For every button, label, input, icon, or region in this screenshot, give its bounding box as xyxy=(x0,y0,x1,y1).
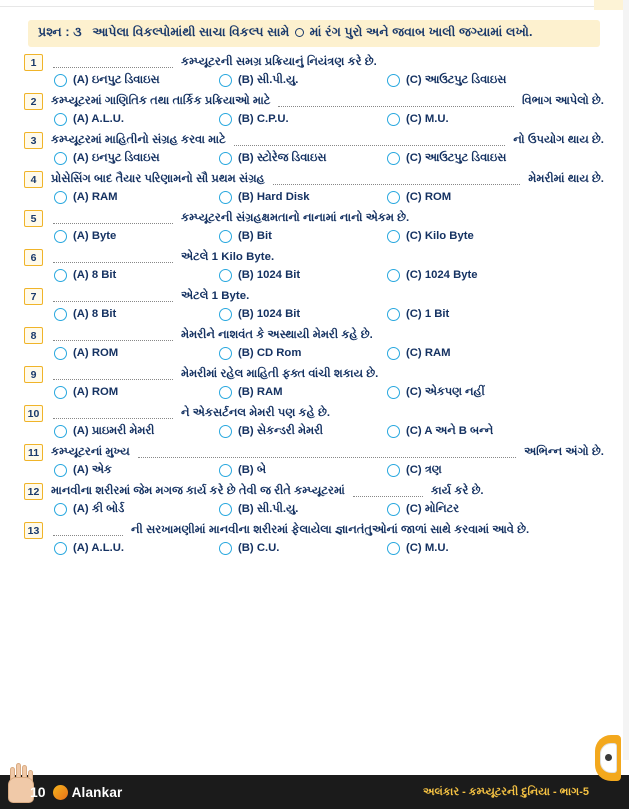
radio-bubble-icon[interactable] xyxy=(54,230,67,243)
option-label: (B) બે xyxy=(238,463,266,476)
option-label: (C) 1024 Byte xyxy=(406,269,478,282)
footer-right-group xyxy=(423,775,589,809)
option-label: (B) 1024 Bit xyxy=(238,269,301,282)
question-item-10 xyxy=(24,404,604,442)
blank-dots[interactable] xyxy=(353,486,423,497)
option-row xyxy=(24,346,604,364)
question-text: કમ્પ્યૂટરની સંગ્રહક્ષમતાનો નાનામાં નાનો એકમ છે. xyxy=(181,212,410,225)
option-label: (A) ઇનપુટ ડિવાઇસ xyxy=(73,151,160,164)
radio-bubble-icon[interactable] xyxy=(387,503,400,516)
question-number: 11 xyxy=(24,444,43,461)
option-a[interactable] xyxy=(54,191,219,204)
question-text: મેમરીને નાશવંત કે અસ્થાયી મેમરી કહે છે. xyxy=(181,329,373,342)
page-right-margin xyxy=(623,0,629,760)
option-b[interactable] xyxy=(219,191,387,204)
option-b[interactable] xyxy=(219,386,387,399)
option-label: (C) આઉટપુટ ડિવાઇસ xyxy=(406,151,507,164)
option-a[interactable] xyxy=(54,347,219,360)
option-label: (A) કી બોર્ડ xyxy=(73,502,125,515)
question-number: 10 xyxy=(24,405,43,422)
question-text: એટલે 1 Kilo Byte. xyxy=(181,251,275,264)
option-c[interactable] xyxy=(387,347,552,360)
option-a[interactable] xyxy=(54,464,219,477)
radio-bubble-icon[interactable] xyxy=(219,503,232,516)
blank-dots[interactable] xyxy=(53,213,173,224)
question-text: મેમરીમાં રહેલ માહિતી ફક્ત વાંચી શકાય છે. xyxy=(181,368,379,381)
option-row xyxy=(24,229,604,247)
question-stem xyxy=(24,287,604,307)
question-stem xyxy=(24,365,604,385)
radio-bubble-icon[interactable] xyxy=(219,191,232,204)
question-stem xyxy=(24,443,604,463)
question-number: 1 xyxy=(24,54,43,71)
option-label: (C) A અને B બન્ને xyxy=(406,424,494,437)
option-c[interactable] xyxy=(387,269,552,282)
question-stem xyxy=(24,170,604,190)
option-a[interactable] xyxy=(54,113,219,126)
blank-dots[interactable] xyxy=(53,330,173,341)
radio-bubble-icon[interactable] xyxy=(219,425,232,438)
blank-dots[interactable] xyxy=(53,369,173,380)
blank-dots[interactable] xyxy=(53,252,173,263)
option-row xyxy=(24,307,604,325)
question-stem xyxy=(24,326,604,346)
option-label: (A) ઇનપુટ ડિવાઇસ xyxy=(73,73,160,86)
option-label: (B) RAM xyxy=(238,386,283,399)
question-number: 8 xyxy=(24,327,43,344)
radio-bubble-icon[interactable] xyxy=(54,308,67,321)
blank-dots[interactable] xyxy=(53,57,173,68)
option-label: (B) સી.પી.યુ. xyxy=(238,73,299,86)
question-text: અભિન્ન અંગો છે. xyxy=(524,446,604,459)
question-number: 4 xyxy=(24,171,43,188)
option-c[interactable] xyxy=(387,308,552,321)
option-label: (B) Bit xyxy=(238,230,272,243)
question-heading-text-after: માં રંગ પુરો અને જવાબ ખાલી જગ્યામાં લખો. xyxy=(309,25,533,39)
option-label: (A) પ્રાઇમરી મેમરી xyxy=(73,424,155,437)
radio-bubble-icon[interactable] xyxy=(387,464,400,477)
radio-bubble-icon[interactable] xyxy=(54,425,67,438)
option-label: (C) ત્રણ xyxy=(406,463,442,476)
option-row xyxy=(24,73,604,91)
option-b[interactable] xyxy=(219,113,387,126)
option-label: (B) 1024 Bit xyxy=(238,308,301,321)
question-list xyxy=(24,53,604,559)
radio-bubble-icon[interactable] xyxy=(219,74,232,87)
question-text: કમ્પ્યૂટરની સમગ્ર પ્રક્રિયાનું નિયંત્રણ કરે છે. xyxy=(181,56,377,69)
question-item-1 xyxy=(24,53,604,91)
option-b[interactable] xyxy=(219,347,387,360)
option-label: (B) સ્ટોરેજ ડિવાઇસ xyxy=(238,151,327,164)
radio-bubble-icon[interactable] xyxy=(219,230,232,243)
option-a[interactable] xyxy=(54,386,219,399)
footer-left-group xyxy=(30,775,123,809)
radio-bubble-icon[interactable] xyxy=(219,113,232,126)
radio-bubble-icon[interactable] xyxy=(219,542,232,555)
question-item-4 xyxy=(24,170,604,208)
question-number: 9 xyxy=(24,366,43,383)
question-lead-text: કમ્પ્યૂટરમાં માહિતીનો સંગ્રહ કરવા માટે xyxy=(51,134,226,147)
question-number: 3 xyxy=(24,132,43,149)
question-item-7 xyxy=(24,287,604,325)
radio-bubble-icon[interactable] xyxy=(387,269,400,282)
option-label: (B) Hard Disk xyxy=(238,191,310,204)
page-footer xyxy=(0,760,629,809)
blank-dots[interactable] xyxy=(138,447,516,458)
question-text: મેમરીમાં થાય છે. xyxy=(528,173,604,186)
option-b[interactable] xyxy=(219,542,387,555)
radio-bubble-icon[interactable] xyxy=(387,113,400,126)
blank-dots[interactable] xyxy=(234,135,506,146)
option-label: (C) આઉટપુટ ડિવાઇસ xyxy=(406,73,507,86)
radio-bubble-icon[interactable] xyxy=(387,191,400,204)
blank-dots[interactable] xyxy=(278,96,513,107)
option-label: (C) RAM xyxy=(406,347,451,360)
option-c[interactable] xyxy=(387,230,552,243)
option-row xyxy=(24,424,604,442)
question-item-6 xyxy=(24,248,604,286)
radio-bubble-icon[interactable] xyxy=(387,347,400,360)
question-heading-prefix: પ્રશ્ન : ૩ xyxy=(38,25,82,39)
option-c[interactable] xyxy=(387,464,552,477)
question-text: ની સરખામણીમાં માનવીના શરીરમાં ફેલાયેલા જ્ઞાનતંતુઓનાં જાળાં સાથે કરવામાં આવે છે. xyxy=(131,524,530,537)
option-b[interactable] xyxy=(219,308,387,321)
question-stem xyxy=(24,404,604,424)
question-number: 5 xyxy=(24,210,43,227)
option-b[interactable] xyxy=(219,152,387,165)
option-label: (A) ROM xyxy=(73,386,119,399)
question-stem xyxy=(24,521,604,541)
option-label: (C) ROM xyxy=(406,191,452,204)
question-lead-text: માનવીના શરીરમાં જેમ મગજ કાર્ય કરે છે તેવી જ રીતે કમ્પ્યૂટરમાં xyxy=(51,485,345,498)
question-text: કાર્ય કરે છે. xyxy=(430,485,484,498)
option-row xyxy=(24,268,604,286)
question-item-12 xyxy=(24,482,604,520)
question-item-3 xyxy=(24,131,604,169)
option-a[interactable] xyxy=(54,308,219,321)
option-b[interactable] xyxy=(219,74,387,87)
blank-dots[interactable] xyxy=(53,408,173,419)
option-a[interactable] xyxy=(54,425,219,438)
option-b[interactable] xyxy=(219,269,387,282)
option-c[interactable] xyxy=(387,503,552,516)
option-c[interactable] xyxy=(387,542,552,555)
radio-bubble-icon[interactable] xyxy=(54,269,67,282)
option-b[interactable] xyxy=(219,425,387,438)
radio-bubble-icon[interactable] xyxy=(219,308,232,321)
question-item-5 xyxy=(24,209,604,247)
radio-bubble-icon[interactable] xyxy=(54,464,67,477)
question-heading xyxy=(28,20,600,47)
corner-dot-icon xyxy=(605,754,612,761)
question-item-9 xyxy=(24,365,604,403)
option-a[interactable] xyxy=(54,74,219,87)
question-item-8 xyxy=(24,326,604,364)
option-label: (C) એકપણ નહીં xyxy=(406,385,485,398)
option-c[interactable] xyxy=(387,152,552,165)
option-a[interactable] xyxy=(54,269,219,282)
radio-bubble-icon[interactable] xyxy=(387,230,400,243)
radio-bubble-icon[interactable] xyxy=(219,464,232,477)
question-text: નો ઉપયોગ થાય છે. xyxy=(513,134,604,147)
radio-bubble-icon[interactable] xyxy=(54,347,67,360)
option-label: (A) ROM xyxy=(73,347,119,360)
question-number: 2 xyxy=(24,93,43,110)
radio-bubble-icon[interactable] xyxy=(54,74,67,87)
option-label: (C) Kilo Byte xyxy=(406,230,474,243)
question-number: 6 xyxy=(24,249,43,266)
question-item-11 xyxy=(24,443,604,481)
blank-dots[interactable] xyxy=(53,291,173,302)
page-number: 10 xyxy=(30,784,46,800)
question-text: એટલે 1 Byte. xyxy=(181,290,250,303)
option-label: (A) 8 Bit xyxy=(73,308,117,321)
radio-bubble-icon[interactable] xyxy=(387,425,400,438)
radio-bubble-icon[interactable] xyxy=(54,113,67,126)
option-c[interactable] xyxy=(387,113,552,126)
option-label: (A) A.L.U. xyxy=(73,113,125,126)
option-a[interactable] xyxy=(54,542,219,555)
option-a[interactable] xyxy=(54,230,219,243)
radio-bubble-icon[interactable] xyxy=(54,386,67,399)
radio-bubble-icon[interactable] xyxy=(387,386,400,399)
option-label: (B) C.U. xyxy=(238,542,280,555)
radio-bubble-icon[interactable] xyxy=(387,542,400,555)
option-row xyxy=(24,190,604,208)
book-title: અલંકાર - કમ્પ્યૂટરની દુનિયા - ભાગ-5 xyxy=(422,785,589,798)
option-label: (A) A.L.U. xyxy=(73,542,125,555)
radio-bubble-icon[interactable] xyxy=(219,269,232,282)
brand-name: Alankar xyxy=(71,784,123,800)
brand-logo xyxy=(53,785,123,800)
question-lead-text: કમ્પ્યૂટરનાં મુખ્ય xyxy=(51,446,130,459)
radio-bubble-icon[interactable] xyxy=(54,503,67,516)
question-number: 7 xyxy=(24,288,43,305)
option-label: (B) C.P.U. xyxy=(238,113,289,126)
option-label: (A) Byte xyxy=(73,230,117,243)
option-c[interactable] xyxy=(387,386,552,399)
option-label: (C) M.U. xyxy=(406,542,449,555)
radio-bubble-icon[interactable] xyxy=(54,542,67,555)
option-label: (A) એક xyxy=(73,463,112,476)
option-row xyxy=(24,112,604,130)
option-label: (B) CD Rom xyxy=(238,347,302,360)
option-c[interactable] xyxy=(387,74,552,87)
page-top-edge xyxy=(0,0,594,7)
question-lead-text: કમ્પ્યૂટરમાં ગાણિતિક તથા તાર્કિક પ્રક્રિયાઓ માટે xyxy=(51,95,271,108)
blank-dots[interactable] xyxy=(53,525,123,536)
radio-bubble-icon[interactable] xyxy=(54,152,67,165)
option-label: (B) સેકન્ડરી મેમરી xyxy=(238,424,324,437)
option-row xyxy=(24,385,604,403)
option-label: (A) RAM xyxy=(73,191,118,204)
option-row xyxy=(24,502,604,520)
question-item-13 xyxy=(24,521,604,559)
worksheet-content xyxy=(14,16,614,751)
question-number: 13 xyxy=(24,522,43,539)
option-label: (C) M.U. xyxy=(406,113,449,126)
option-b[interactable] xyxy=(219,230,387,243)
option-a[interactable] xyxy=(54,152,219,165)
option-b[interactable] xyxy=(219,503,387,516)
option-label: (B) સી.પી.યુ. xyxy=(238,502,299,515)
option-row xyxy=(24,541,604,559)
option-c[interactable] xyxy=(387,191,552,204)
fill-circle-icon xyxy=(295,28,304,37)
radio-bubble-icon[interactable] xyxy=(387,152,400,165)
radio-bubble-icon[interactable] xyxy=(219,347,232,360)
radio-bubble-icon[interactable] xyxy=(54,191,67,204)
option-b[interactable] xyxy=(219,464,387,477)
question-lead-text: પ્રોસેસિંગ બાદ તૈયાર પરિણામનો સૌ પ્રથમ સંગ્રહ xyxy=(51,173,265,186)
question-stem xyxy=(24,482,604,502)
question-text: ને એકસર્ટનલ મેમરી પણ કહે છે. xyxy=(181,407,331,420)
question-item-2 xyxy=(24,92,604,130)
question-stem xyxy=(24,209,604,229)
option-label: (C) 1 Bit xyxy=(406,308,450,321)
option-row xyxy=(24,463,604,481)
blank-dots[interactable] xyxy=(273,174,521,185)
question-stem xyxy=(24,131,604,151)
logo-icon xyxy=(53,785,68,800)
question-stem xyxy=(24,53,604,73)
question-number: 12 xyxy=(24,483,43,500)
radio-bubble-icon[interactable] xyxy=(219,152,232,165)
option-label: (A) 8 Bit xyxy=(73,269,117,282)
option-label: (C) મોનિટર xyxy=(406,502,460,515)
option-row xyxy=(24,151,604,169)
question-stem xyxy=(24,248,604,268)
question-stem xyxy=(24,92,604,112)
option-a[interactable] xyxy=(54,503,219,516)
radio-bubble-icon[interactable] xyxy=(219,386,232,399)
question-text: વિભાગ આપેલો છે. xyxy=(521,95,604,108)
option-c[interactable] xyxy=(387,425,552,438)
radio-bubble-icon[interactable] xyxy=(387,74,400,87)
radio-bubble-icon[interactable] xyxy=(387,308,400,321)
question-heading-text-before: આપેલા વિકલ્પોમાંથી સાચા વિકલ્પ સામે xyxy=(92,25,290,39)
page-corner-tab[interactable] xyxy=(593,735,627,781)
